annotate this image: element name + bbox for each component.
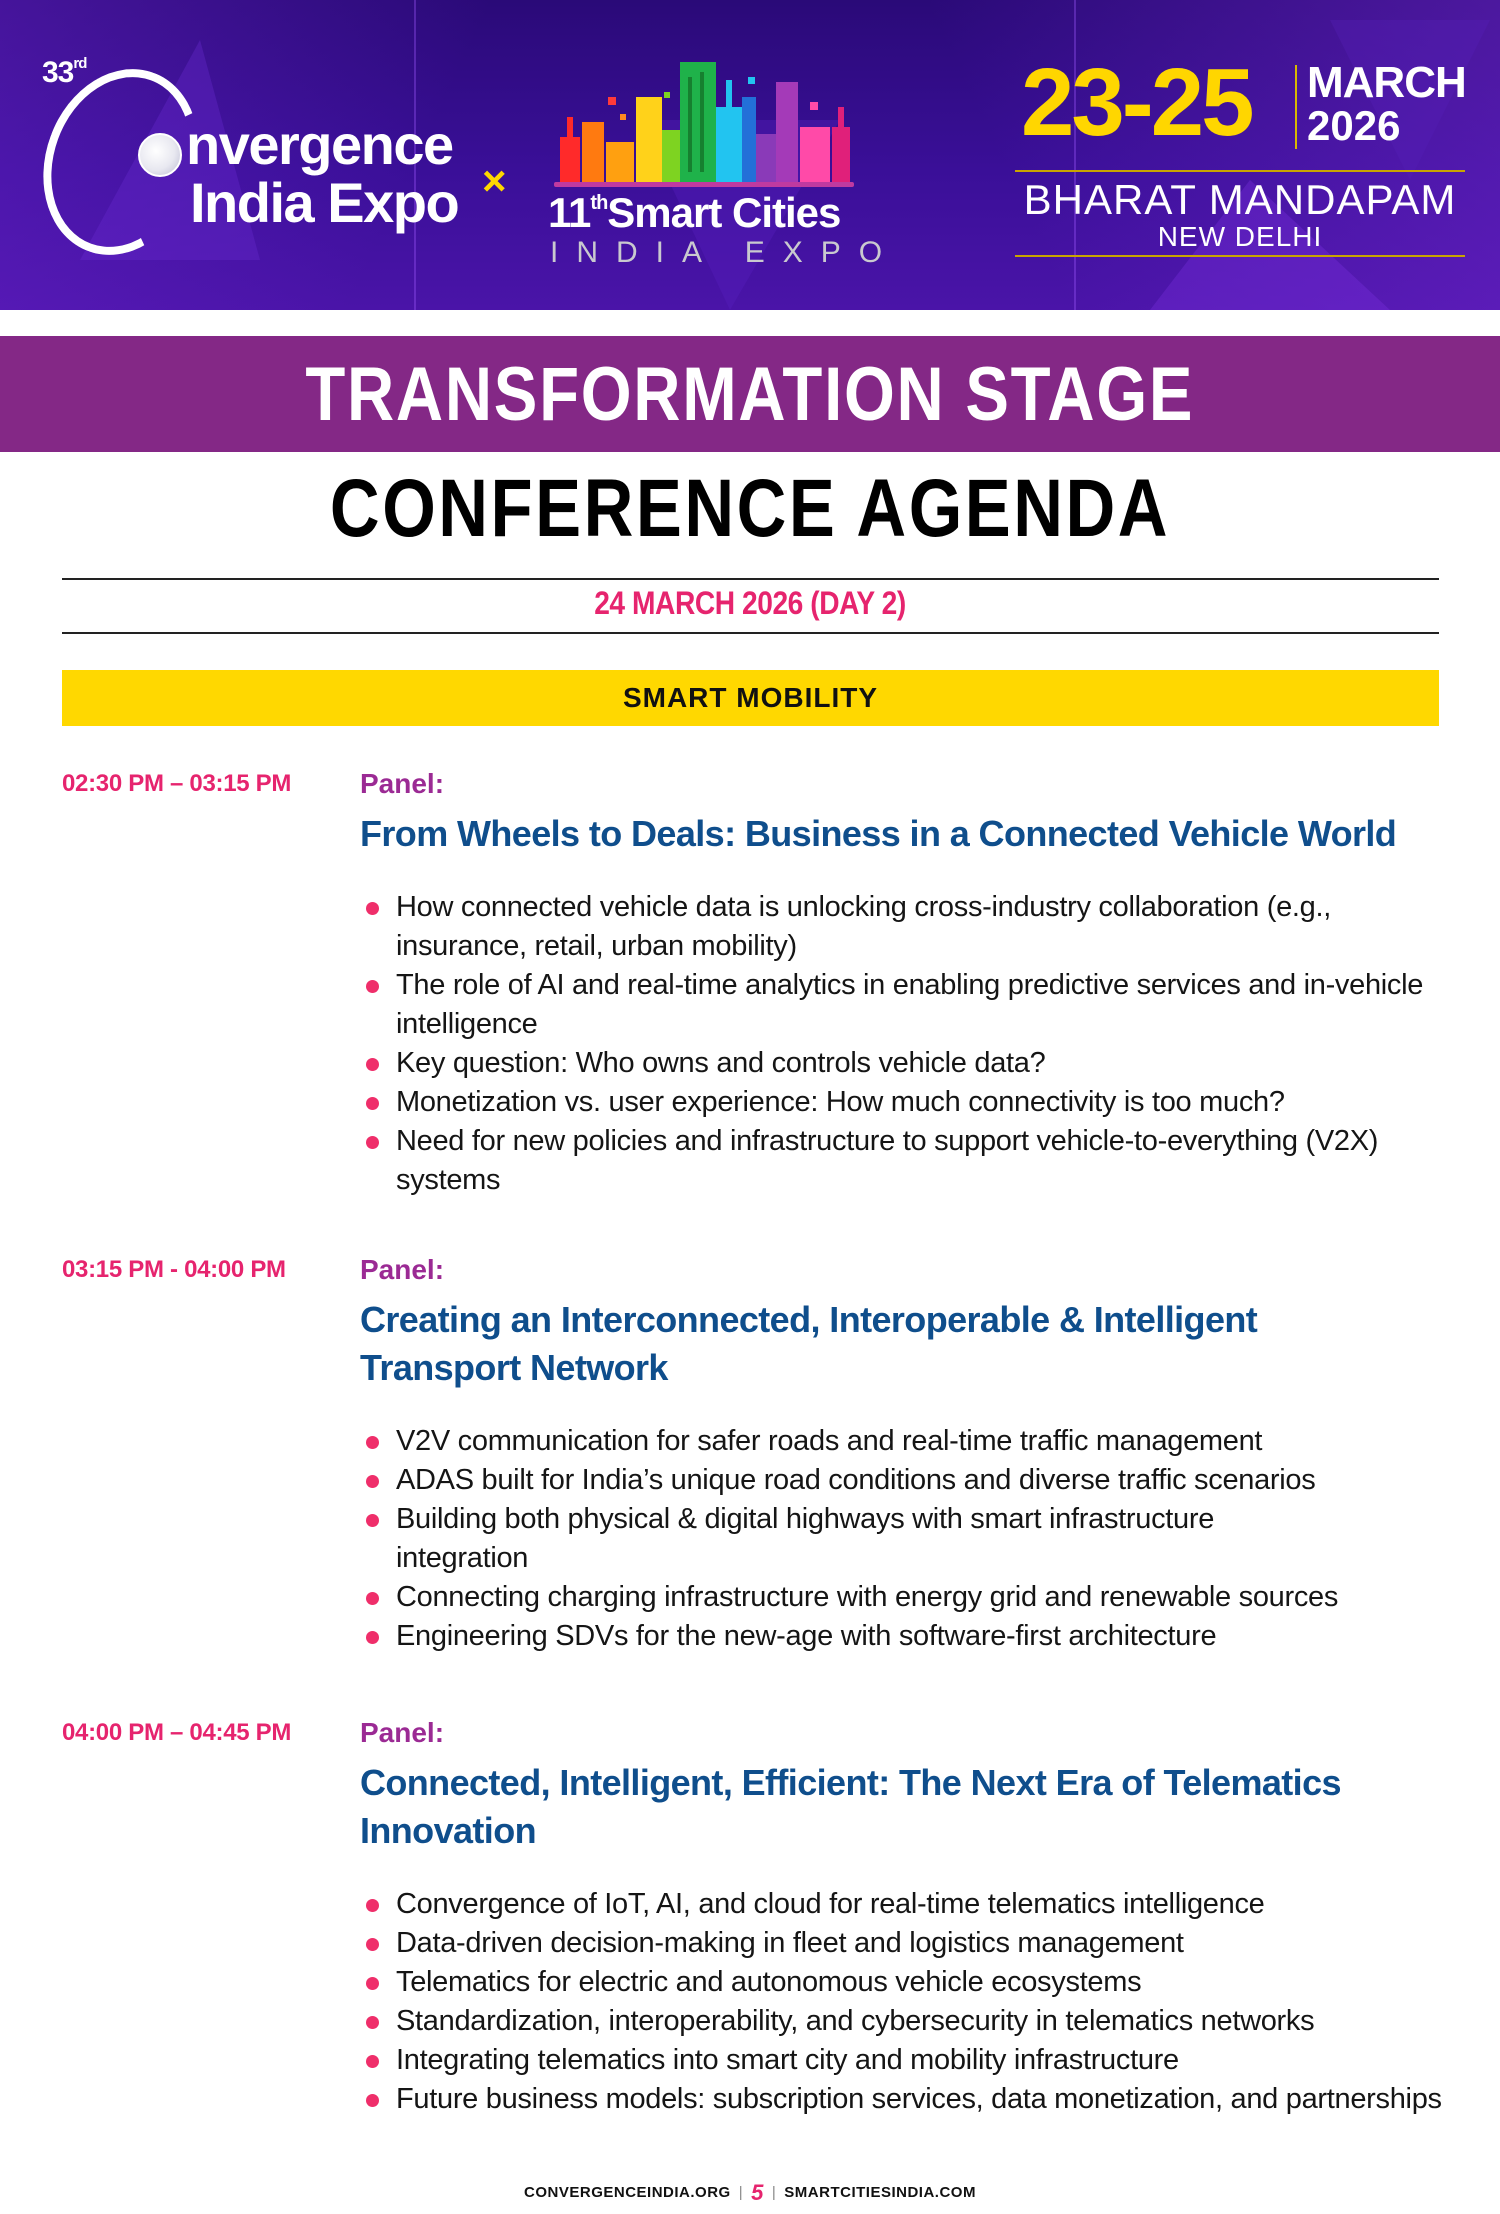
bullet-icon bbox=[366, 1097, 379, 1110]
list-item: Monetization vs. user experience: How much connectivity is too much? bbox=[360, 1083, 1450, 1122]
bullet-icon bbox=[366, 2055, 379, 2068]
session-time: 02:30 PM – 03:15 PM bbox=[62, 770, 292, 797]
bullet-icon bbox=[366, 1592, 379, 1605]
session-type: Panel: bbox=[360, 1717, 445, 1748]
venue-city: NEW DELHI bbox=[1157, 221, 1323, 252]
skyline-base bbox=[554, 182, 854, 187]
event-month: MARCH bbox=[1307, 58, 1466, 107]
bullet-icon bbox=[366, 980, 379, 993]
logo-word-convergence: nvergence bbox=[186, 113, 453, 176]
bullet-icon bbox=[366, 1977, 379, 1990]
convergence-site-link[interactable]: CONVERGENCEINDIA.ORG bbox=[524, 2184, 731, 2201]
event-date-venue bbox=[1015, 49, 1485, 260]
bullet-icon bbox=[366, 2094, 379, 2107]
list-item: Connecting charging infrastructure with energy grid and renewable sources bbox=[360, 1578, 1450, 1617]
bullet-icon bbox=[366, 1938, 379, 1951]
bullet-icon bbox=[366, 1436, 379, 1449]
session-title: From Wheels to Deals: Business in a Connected Vehicle World bbox=[360, 813, 1397, 854]
logo-word-india-expo: India Expo bbox=[190, 171, 459, 234]
skyline-icon bbox=[548, 42, 868, 184]
bullet-icon bbox=[366, 1136, 379, 1149]
brand-mark-icon: 5 bbox=[751, 2180, 764, 2205]
divider bbox=[62, 578, 1439, 580]
event-days: 23-25 bbox=[1021, 49, 1252, 156]
session-time: 03:15 PM - 04:00 PM bbox=[62, 1256, 286, 1283]
bullet-icon bbox=[366, 1514, 379, 1527]
list-item: Future business models: subscription services, data monetization, and partnerships bbox=[360, 2080, 1450, 2119]
list-item: ADAS built for India’s unique road conditions and diverse traffic scenarios bbox=[360, 1461, 1450, 1500]
separator: | bbox=[771, 2184, 777, 2201]
page-title: CONFERENCE AGENDA bbox=[329, 463, 1171, 554]
bullet-icon bbox=[366, 1899, 379, 1912]
divider bbox=[1015, 170, 1465, 172]
venue-name: BHARAT MANDAPAM bbox=[1023, 176, 1457, 223]
session-type: Panel: bbox=[360, 1254, 445, 1285]
convergence-india-logo bbox=[40, 55, 480, 255]
footer bbox=[0, 2182, 1500, 2204]
date-divider bbox=[1295, 65, 1297, 149]
stage-title: TRANSFORMATION STAGE bbox=[305, 351, 1195, 437]
divider bbox=[62, 632, 1439, 634]
session-title: Creating an Interconnected, Interoperable & Intelligent Transport Network bbox=[360, 1299, 1258, 1388]
collaboration-x-icon: × bbox=[482, 157, 507, 204]
list-item: How connected vehicle data is unlocking cross-industry collaboration (e.g., insurance, retail, urban mobility) bbox=[360, 888, 1450, 966]
list-item: Data-driven decision-making in fleet and logistics management bbox=[360, 1924, 1450, 1963]
smart-cities-site-link[interactable]: SMARTCITIESINDIA.COM bbox=[784, 2184, 976, 2201]
bullet-icon bbox=[366, 1058, 379, 1071]
smart-cities-logo bbox=[548, 42, 901, 272]
separator: | bbox=[738, 2184, 744, 2201]
smart-cities-subtitle: INDIA EXPO bbox=[550, 236, 901, 269]
list-item: V2V communication for safer roads and real-time traffic management bbox=[360, 1422, 1450, 1461]
list-item: Integrating telematics into smart city and mobility infrastructure bbox=[360, 2041, 1450, 2080]
session-type: Panel: bbox=[360, 768, 445, 799]
bullet-icon bbox=[366, 902, 379, 915]
divider bbox=[1015, 255, 1465, 257]
session-time: 04:00 PM – 04:45 PM bbox=[62, 1719, 292, 1746]
list-item: Building both physical & digital highways with smart infrastructure integration bbox=[360, 1500, 1320, 1578]
list-item: Need for new policies and infrastructure to support vehicle-to-everything (V2X) systems bbox=[360, 1122, 1450, 1200]
list-item: Standardization, interoperability, and cybersecurity in telematics networks bbox=[360, 2002, 1450, 2041]
session-title: Connected, Intelligent, Efficient: The Next Era of Telematics Innovation bbox=[360, 1762, 1341, 1851]
session-bullets bbox=[360, 1422, 1450, 1656]
header-banner bbox=[0, 0, 1500, 310]
session-bullets bbox=[360, 1885, 1450, 2119]
session-bullets bbox=[360, 888, 1450, 1200]
event-year: 2026 bbox=[1307, 102, 1401, 149]
edition-number: 33rd bbox=[42, 55, 87, 89]
globe-icon bbox=[138, 133, 182, 177]
track-label: SMART MOBILITY bbox=[622, 682, 879, 713]
list-item: Telematics for electric and autonomous vehicle ecosystems bbox=[360, 1963, 1450, 2002]
bullet-icon bbox=[366, 1475, 379, 1488]
bullet-icon bbox=[366, 1631, 379, 1644]
list-item: Engineering SDVs for the new-age with software-first architecture bbox=[360, 1617, 1450, 1656]
list-item: Key question: Who owns and controls vehicle data? bbox=[360, 1044, 1450, 1083]
list-item: The role of AI and real-time analytics in enabling predictive services and in-vehicle intelligence bbox=[360, 966, 1450, 1044]
day-label: 24 MARCH 2026 (DAY 2) bbox=[594, 585, 906, 621]
smart-cities-title: 11thSmart Cities bbox=[548, 189, 841, 236]
track-band bbox=[62, 670, 1439, 726]
stage-band bbox=[0, 336, 1500, 452]
list-item: Convergence of IoT, AI, and cloud for real-time telematics intelligence bbox=[360, 1885, 1450, 1924]
bullet-icon bbox=[366, 2016, 379, 2029]
